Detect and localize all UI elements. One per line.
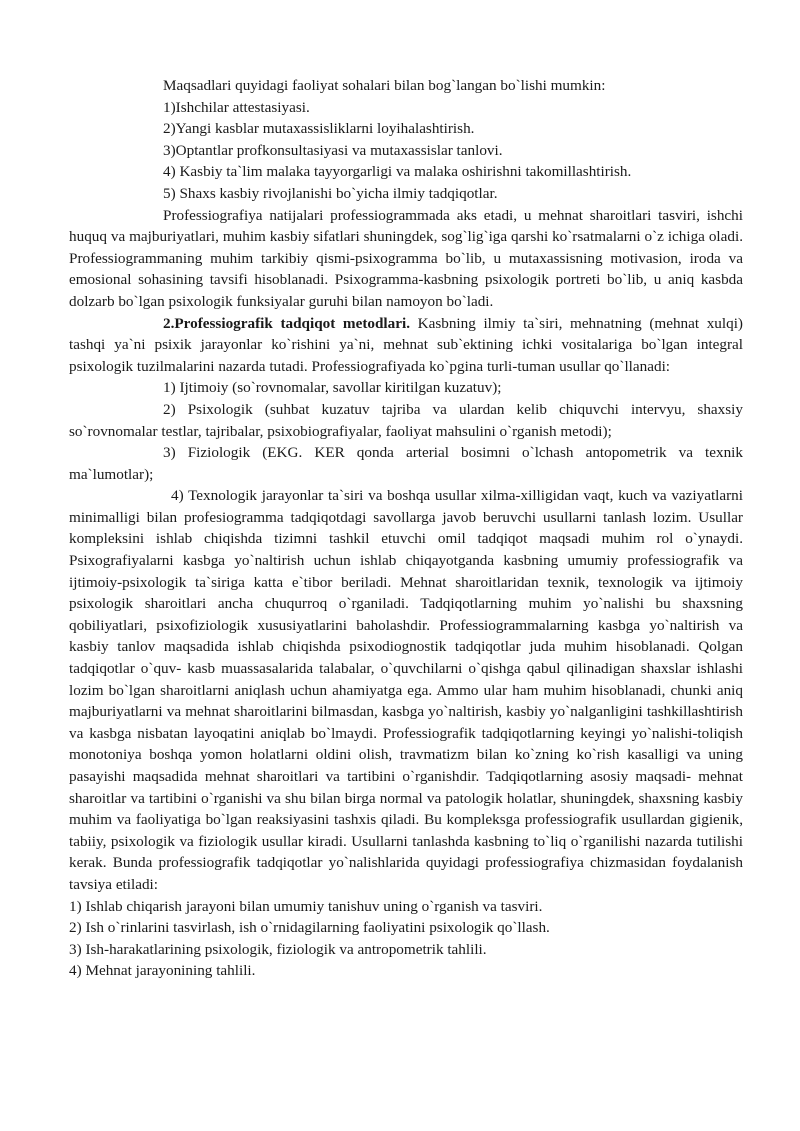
method-physiological: 3) Fiziologik (EKG. KER qonda arterial bosimni o`lchash antopometrik va texnik ma`lumotlar); bbox=[69, 444, 743, 483]
method-social: 1) Ijtimoiy (so`rovnomalar, savollar kiritilgan kuzatuv); bbox=[163, 379, 502, 397]
list-item-5: 5) Shaxs kasbiy rivojlanishi bo`yicha ilmiy tadqiqotlar. bbox=[163, 184, 498, 202]
scheme-item-1: 1) Ishlab chiqarish jarayoni bilan umumiy tanishuv uning o`rganish va tasviri. bbox=[69, 897, 543, 915]
list-item-1: 1)Ishchilar attestasiyasi. bbox=[163, 98, 310, 116]
section-heading: 2.Professiografik tadqiqot metodlari. bbox=[163, 314, 410, 332]
list-item-3: 3)Optantlar profkonsultasiyasi va mutaxassislar tanlovi. bbox=[163, 141, 503, 159]
list-item-2: 2)Yangi kasblar mutaxassisliklarni loyihalashtirish. bbox=[163, 120, 475, 138]
paragraph-methods bbox=[69, 313, 743, 378]
scheme-item-4: 4) Mehnat jarayonining tahlili. bbox=[69, 962, 256, 980]
method-technological: 4) Texnologik jarayonlar ta`siri va boshqa usullar xilma-xilligidan vaqt, kuch va vaziyatlarni minimalligi bilan profesiogramma tadqiqotdagi savollarga javob beruvchi usullarni tanlash lozim. Usullar kompleksini ishlab chiqishda tizimni tashkil etuvchi omil tadqiqot maqsadi muhim rol o`ynaydi. Psixografiyalarni kasbga yo`naltirish uchun ishlab chiqayotganda kasbning umumiy professiografik va ijtimoiy-psixologik ta`siriga katta e`tibor beriladi. Mehnat sharoitlaridan texnik, texnologik va ijtimoiy psixologik sharoitlari ancha chuqurroq o`rganiladi. Tadqiqotlarning muhim yo`nalishi bu shaxsning qobiliyatlari, psixofiziologik xususiyatlarini baholashdir. Professiogrammalarning kasbga yo`naltirish va kasbiy tanlov maqsadida ishlab chiqishda psixodiognostik tadqiqotlar juda muhim hisoblanadi. Qolgan tadqiqotlar o`quv- kasb muassasalarida talabalar, o`quvchilarni o`qishga qabul qilinadigan shaxslar ishlashi lozim bo`lgan sharoitlarni aniqlash uchun ahamiyatga ega. Ammo ular ham muhim hisoblanadi, chunki aniq majburiyatlarni va mehnat sharoitlarini bilmasdan, kasbga yo`naltirish, kasbiy yo`nalganligini tashkillashtirish va kasbga nisbatan layoqatini aniqlab bo`lmaydi. Professiografik tadqiqotlarning keyingi yo`nalishi-toliqish monotoniya boshqa yomon holatlarni oldini olish, travmatizm bilan ko`zning ko`rish kasalligi va uning pasayishi maqsadida mehnat sharoitlari va tartibini o`rganishdir. Tadqiqotlarning asosiy maqsadi- mehnat sharoitlar va tartibini o`rganishi va shu bilan birga normal va patologik holatlar, shuningdek, shaxsning kasbiy muhim va faoliyatiga bo`lgan reaksiyasini tashxis qiladi. Bu kompleksga professiografik usullardan gigienik, tabiiy, psixologik va fiziologik usullar kiradi. Usullarni tanlashda kasbning to`liq o`rganilishi nazarda tutilishi kerak. Bunda professiografik tadqiqotlar yo`nalishlarida quyidagi professiografiya chizmasidan foydalanish tavsiya etiladi: bbox=[69, 487, 743, 893]
paragraph-methods-text: Kasbning ilmiy ta`siri, mehnatning (mehnat xulqi) tashqi ya`ni psixik jarayonlar ko`rishini ya`ni, mehnat sub`ektining ichki vositalariga bo`lgan integral psixologik tuzilmalarini nazarda tutadi. Professiografiyada ko`pgina turli-tuman usullar qo`llanadi: bbox=[69, 314, 743, 375]
paragraph-professiography-results: Professiografiya natijalari professiogrammada aks etadi, u mehnat sharoitlari tasviri, ishchi huquq va majburiyatlari, muhim kasbiy sifatlari shuningdek, sog`lig`iga qarshi ko`rsatmalarni o`z ichiga oladi. Professiogrammaning muhim tarkibiy qismi-psixogramma bo`lib, u mutaxassisning motivasion, iroda va emosional sohasining tavsifi hisoblanadi. Psixogramma-kasbning psixologik portreti bo`lib, u aniq kasbda dolzarb bo`lgan psixologik funksiyalar guruhi bilan namoyon bo`ladi. bbox=[69, 206, 743, 310]
method-psychological: 2) Psixologik (suhbat kuzatuv tajriba va ulardan kelib chiquvchi intervyu, shaxsiy so`rovnomalar testlar, tajribalar, psixobiografiyalar, faoliyat mahsulini o`rganish metodi); bbox=[69, 400, 743, 440]
scheme-item-2: 2) Ish o`rinlarini tasvirlash, ish o`rnidagilarning faoliyatini psixologik qo`llash. bbox=[69, 919, 550, 937]
scheme-item-3: 3) Ish-harakatlarining psixologik, fiziologik va antropometrik tahlili. bbox=[69, 940, 487, 958]
list-item-4: 4) Kasbiy ta`lim malaka tayyorgarligi va malaka oshirishni takomillashtirish. bbox=[163, 163, 632, 181]
paragraph-goals-intro: Maqsadlari quyidagi faoliyat sohalari bilan bog`langan bo`lishi mumkin: bbox=[163, 77, 606, 94]
